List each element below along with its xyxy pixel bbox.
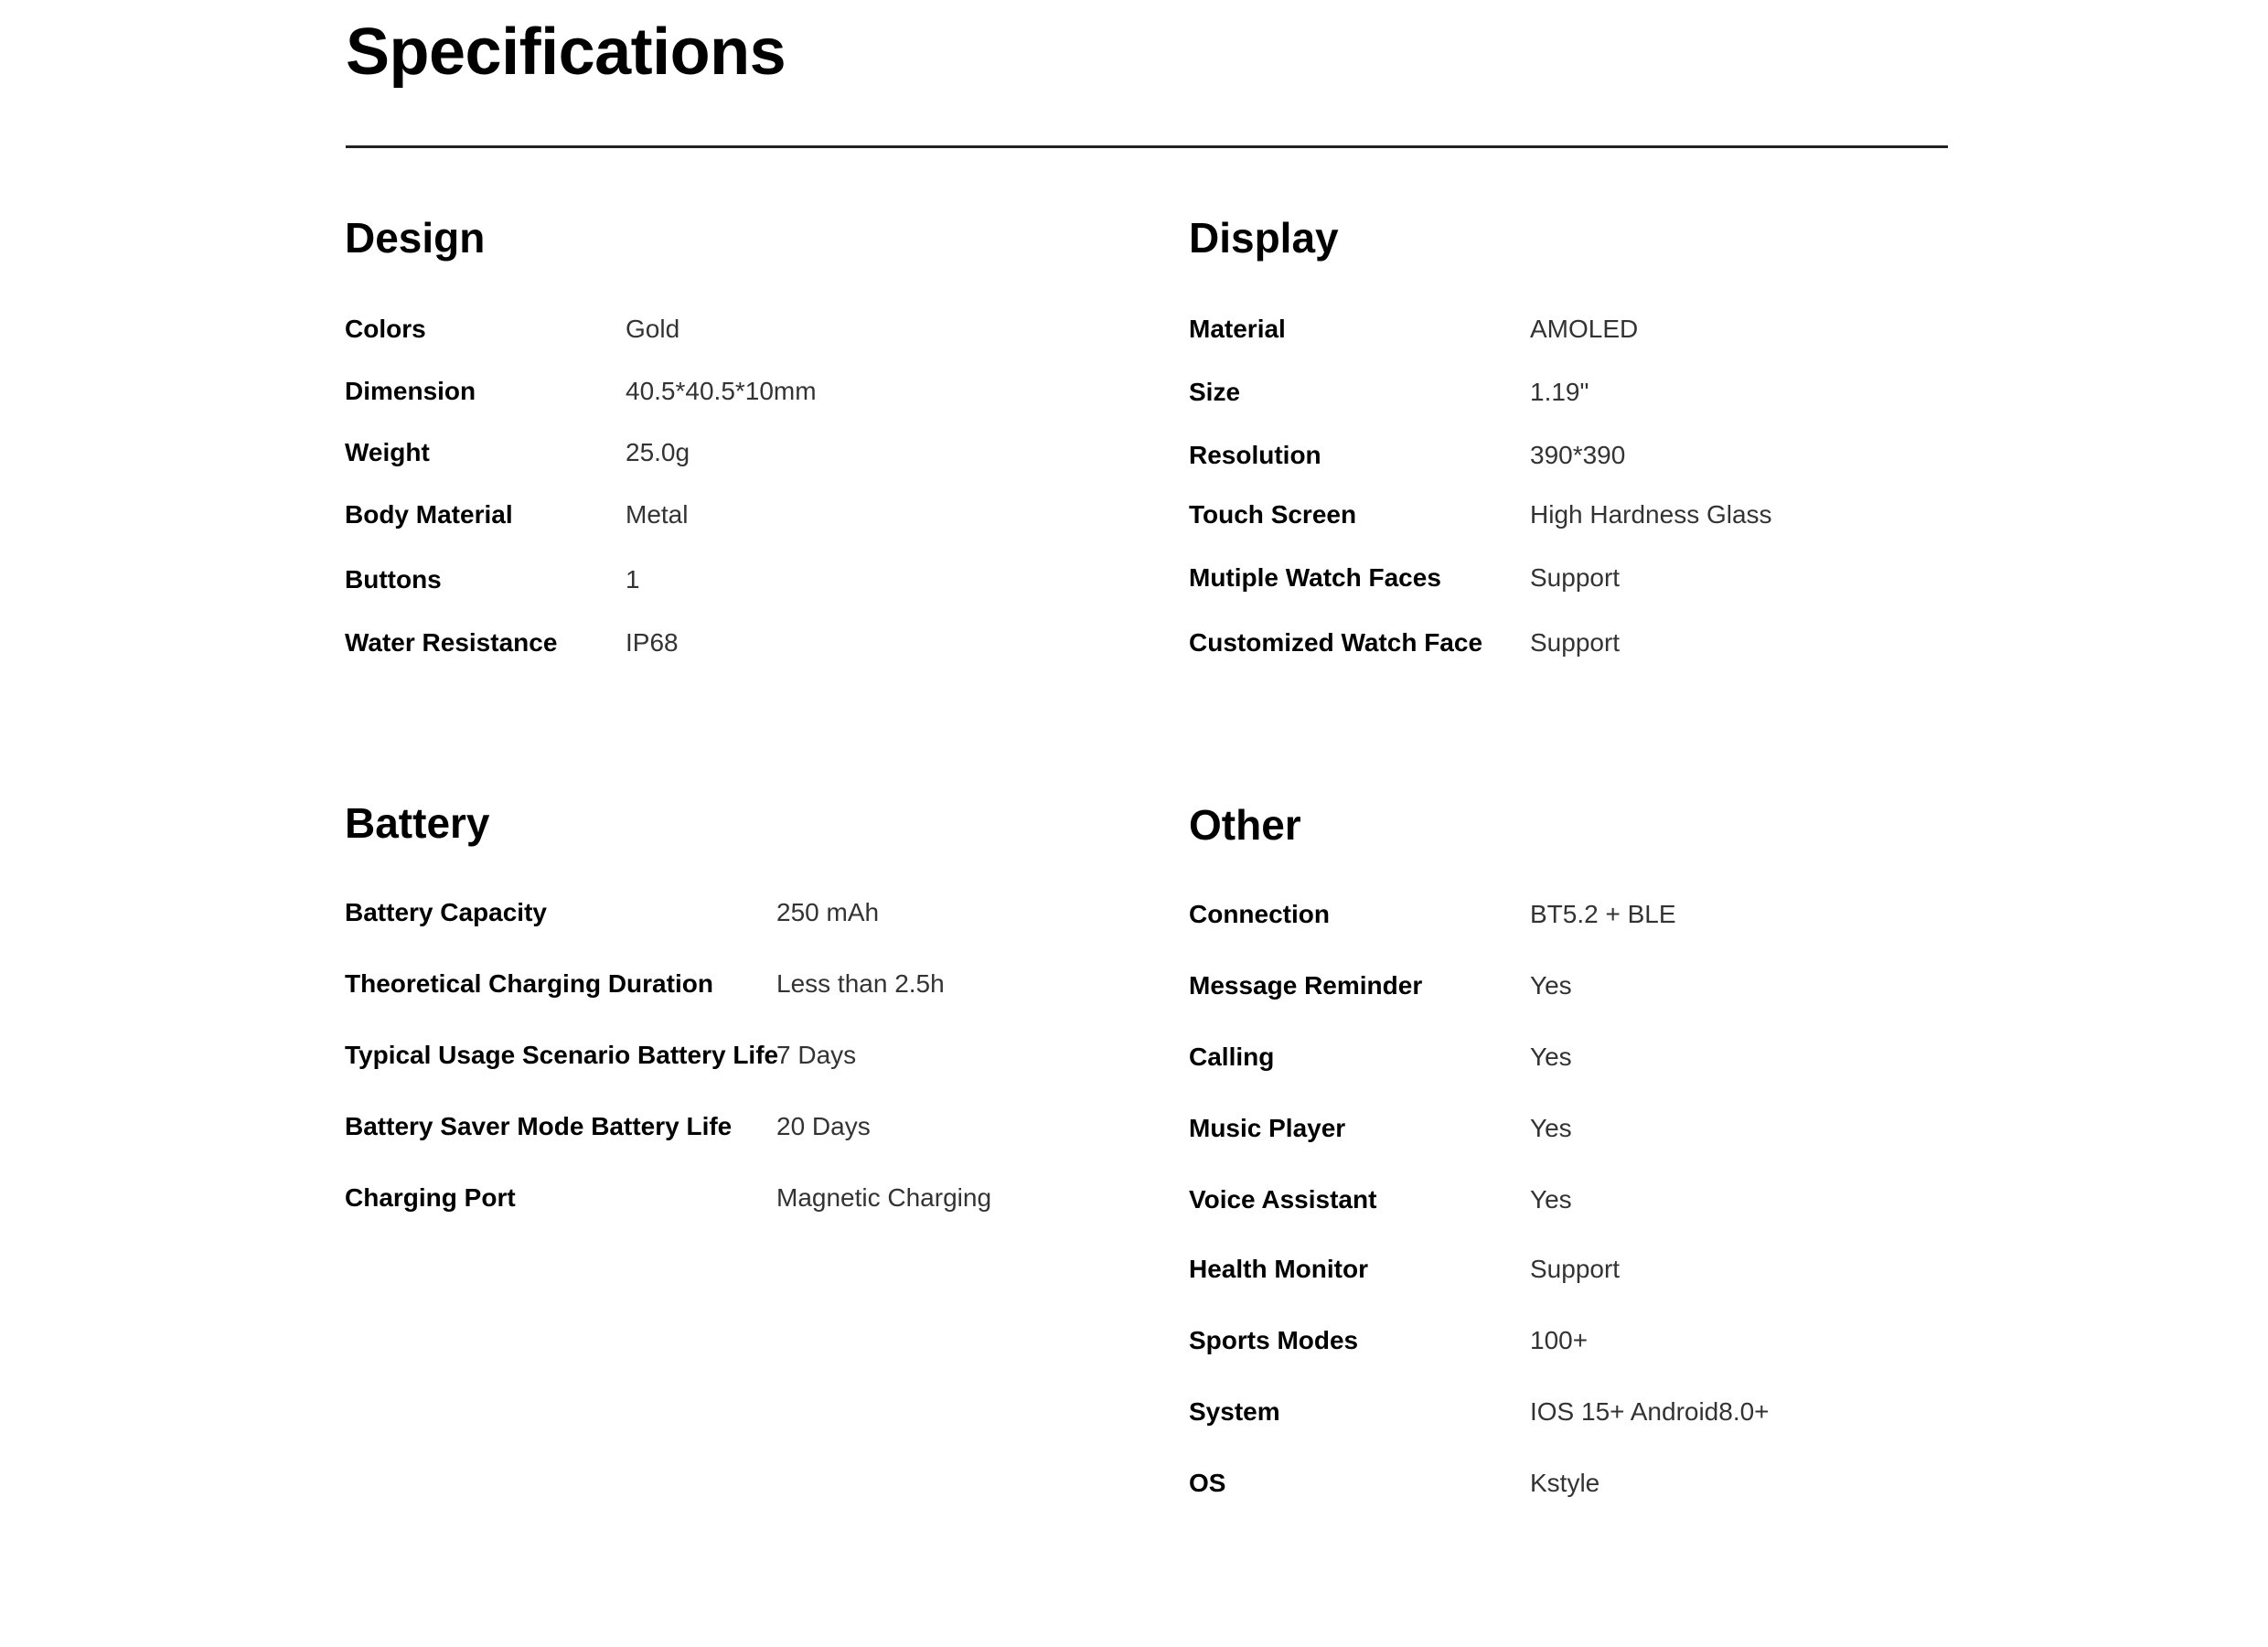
spec-label: Customized Watch Face bbox=[1189, 628, 1483, 658]
spec-label: Battery Saver Mode Battery Life bbox=[345, 1112, 733, 1141]
spec-value: AMOLED bbox=[1530, 315, 1639, 344]
spec-value: Yes bbox=[1530, 1185, 1572, 1214]
spec-value: High Hardness Glass bbox=[1530, 500, 1772, 529]
spec-value: Yes bbox=[1530, 1043, 1572, 1072]
spec-value: Yes bbox=[1530, 1114, 1572, 1143]
spec-label: Typical Usage Scenario Battery Life bbox=[345, 1041, 779, 1070]
spec-label: Resolution bbox=[1189, 441, 1321, 470]
battery-section bbox=[345, 798, 1122, 1213]
design-section bbox=[345, 213, 1122, 658]
spec-value: Magnetic Charging bbox=[776, 1183, 992, 1213]
spec-value: IP68 bbox=[626, 628, 679, 658]
spec-value: IOS 15+ Android8.0+ bbox=[1530, 1397, 1770, 1427]
spec-value: Less than 2.5h bbox=[776, 969, 945, 999]
display-section bbox=[1189, 213, 1966, 658]
spec-label: Touch Screen bbox=[1189, 500, 1357, 529]
spec-label: Body Material bbox=[345, 500, 513, 529]
spec-value: 20 Days bbox=[776, 1112, 871, 1141]
spec-label: Message Reminder bbox=[1189, 971, 1423, 1000]
spec-label: Music Player bbox=[1189, 1114, 1346, 1143]
spec-value: 390*390 bbox=[1530, 441, 1626, 470]
spec-label: Material bbox=[1189, 315, 1286, 344]
spec-label: Colors bbox=[345, 315, 426, 344]
spec-label: Sports Modes bbox=[1189, 1326, 1359, 1355]
spec-value: Gold bbox=[626, 315, 680, 344]
spec-label: System bbox=[1189, 1397, 1280, 1427]
spec-label: Charging Port bbox=[345, 1183, 516, 1213]
spec-value: 40.5*40.5*10mm bbox=[626, 377, 817, 406]
spec-value: Support bbox=[1530, 628, 1621, 658]
spec-label: Dimension bbox=[345, 377, 476, 406]
other-heading: Other bbox=[1189, 801, 1301, 849]
spec-label: Connection bbox=[1189, 900, 1330, 929]
spec-label: Water Resistance bbox=[345, 628, 558, 658]
spec-label: Size bbox=[1189, 378, 1241, 407]
spec-label: Theoretical Charging Duration bbox=[345, 969, 713, 999]
spec-label: Buttons bbox=[345, 565, 442, 594]
spec-label: Health Monitor bbox=[1189, 1255, 1368, 1284]
spec-label: Weight bbox=[345, 438, 430, 467]
spec-label: OS bbox=[1189, 1469, 1226, 1498]
design-heading: Design bbox=[345, 214, 486, 262]
other-section bbox=[1189, 800, 1966, 1498]
spec-value: 100+ bbox=[1530, 1326, 1589, 1355]
spec-value: 25.0g bbox=[626, 438, 690, 467]
spec-value: Kstyle bbox=[1530, 1469, 1600, 1498]
spec-value: Support bbox=[1530, 563, 1621, 593]
spec-value: 1 bbox=[626, 565, 640, 594]
spec-label: Calling bbox=[1189, 1043, 1275, 1072]
page-title: Specifications bbox=[346, 16, 786, 89]
title-divider bbox=[346, 145, 1948, 148]
spec-value: BT5.2 + BLE bbox=[1530, 900, 1676, 929]
spec-value: Yes bbox=[1530, 971, 1572, 1000]
spec-value: 1.19" bbox=[1530, 378, 1589, 407]
spec-value: 7 Days bbox=[776, 1041, 857, 1070]
spec-value: Metal bbox=[626, 500, 689, 529]
battery-heading: Battery bbox=[345, 799, 490, 847]
display-heading: Display bbox=[1189, 214, 1339, 262]
spec-value: Support bbox=[1530, 1255, 1621, 1284]
spec-value: 250 mAh bbox=[776, 898, 880, 927]
spec-label: Battery Capacity bbox=[345, 898, 547, 927]
spec-label: Voice Assistant bbox=[1189, 1185, 1377, 1214]
spec-label: Mutiple Watch Faces bbox=[1189, 563, 1441, 593]
